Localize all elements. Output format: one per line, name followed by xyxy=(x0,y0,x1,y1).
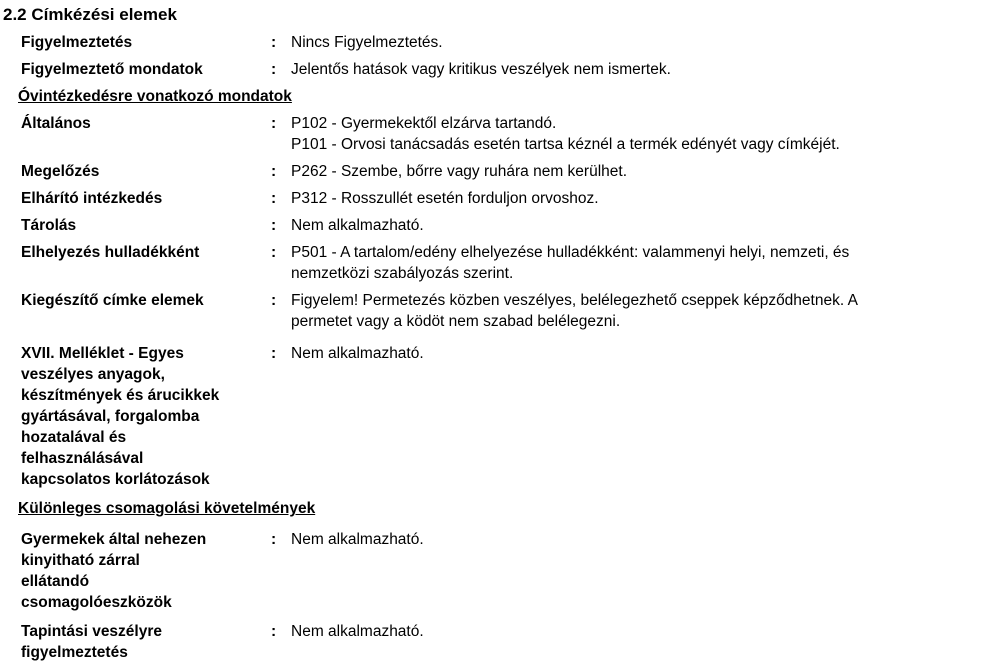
field-row xyxy=(21,161,990,182)
label-line: hozatalával és xyxy=(21,429,127,446)
label-line: veszélyes anyagok, xyxy=(21,366,165,383)
colon-separator: : xyxy=(271,163,277,180)
field-row xyxy=(21,32,990,53)
field-value xyxy=(291,188,981,209)
field-value xyxy=(291,32,981,53)
field-label xyxy=(21,188,271,209)
label-line: Figyelmeztetés xyxy=(21,34,133,51)
value-line: Nincs Figyelmeztetés. xyxy=(291,34,443,51)
value-line: P102 - Gyermekektől elzárva tartandó. xyxy=(291,115,557,132)
colon-separator: : xyxy=(271,34,277,51)
value-line: permetet vagy a ködöt nem szabad belélegezni. xyxy=(291,313,621,330)
colon-separator: : xyxy=(271,345,277,362)
label-line: csomagolóeszközök xyxy=(21,594,172,611)
label-line: Tárolás xyxy=(21,217,77,234)
label-line: Megelőzés xyxy=(21,163,100,180)
subsection-heading: Óvintézkedésre vonatkozó mondatok xyxy=(18,88,292,105)
colon-separator: : xyxy=(271,531,277,548)
field-row xyxy=(21,290,990,332)
label-line: Kiegészítő címke elemek xyxy=(21,292,204,309)
value-line: P312 - Rosszullét esetén forduljon orvoshoz. xyxy=(291,190,599,207)
field-label xyxy=(21,242,271,263)
label-line: gyártásával, forgalomba xyxy=(21,408,200,425)
field-value xyxy=(291,343,981,364)
value-line: Nem alkalmazható. xyxy=(291,623,424,640)
label-line: figyelmeztetés xyxy=(21,644,128,661)
label-line: Általános xyxy=(21,115,91,132)
field-label xyxy=(21,621,271,663)
colon-separator: : xyxy=(271,61,277,78)
field-label xyxy=(21,32,271,53)
field-label xyxy=(21,529,271,613)
label-line: Figyelmeztető mondatok xyxy=(21,61,203,78)
field-value xyxy=(291,529,981,550)
value-line: P262 - Szembe, bőrre vagy ruhára nem kerülhet. xyxy=(291,163,628,180)
field-value xyxy=(291,242,981,284)
field-row xyxy=(21,215,990,236)
label-line: Elhelyezés hulladékként xyxy=(21,244,200,261)
field-value xyxy=(291,59,981,80)
field-value xyxy=(291,215,981,236)
field-label xyxy=(21,215,271,236)
field-row xyxy=(21,242,990,284)
colon-separator: : xyxy=(271,217,277,234)
field-row xyxy=(21,621,990,663)
field-row xyxy=(21,113,990,155)
field-label xyxy=(21,59,271,80)
value-line: Nem alkalmazható. xyxy=(291,531,424,548)
field-value xyxy=(291,621,981,642)
label-line: Gyermekek által nehezen xyxy=(21,531,207,548)
labelling-rows xyxy=(3,32,990,663)
colon-separator: : xyxy=(271,115,277,132)
value-line: nemzetközi szabályozás szerint. xyxy=(291,265,514,282)
label-line: XVII. Melléklet - Egyes xyxy=(21,345,184,362)
value-line: Nem alkalmazható. xyxy=(291,345,424,362)
label-line: Tapintási veszélyre xyxy=(21,623,163,640)
label-line: ellátandó xyxy=(21,573,90,590)
label-line: Elhárító intézkedés xyxy=(21,190,163,207)
value-line: Jelentős hatások vagy kritikus veszélyek nem ismertek. xyxy=(291,61,671,78)
colon-separator: : xyxy=(271,244,277,261)
field-row xyxy=(21,529,990,613)
field-label xyxy=(21,113,271,134)
field-label xyxy=(21,343,271,490)
field-value xyxy=(291,161,981,182)
subsection-heading: Különleges csomagolási követelmények xyxy=(18,500,316,517)
value-line: Nem alkalmazható. xyxy=(291,217,424,234)
field-value xyxy=(291,113,981,155)
field-label xyxy=(21,161,271,182)
field-row xyxy=(21,59,990,80)
colon-separator: : xyxy=(271,190,277,207)
value-line: P501 - A tartalom/edény elhelyezése hulladékként: valammenyi helyi, nemzeti, és xyxy=(291,244,850,261)
value-line: Figyelem! Permetezés közben veszélyes, belélegezhető cseppek képződhetnek. A xyxy=(291,292,858,309)
label-line: felhasználásával xyxy=(21,450,144,467)
section-title: 2.2 Címkézési elemek xyxy=(3,5,177,24)
label-line: készítmények és árucikkek xyxy=(21,387,220,404)
label-line: kinyitható zárral xyxy=(21,552,140,569)
label-line: kapcsolatos korlátozások xyxy=(21,471,210,488)
colon-separator: : xyxy=(271,623,277,640)
field-value xyxy=(291,290,981,332)
field-row xyxy=(21,188,990,209)
field-row xyxy=(21,343,990,490)
colon-separator: : xyxy=(271,292,277,309)
value-line: P101 - Orvosi tanácsadás esetén tartsa kéznél a termék edényét vagy címkéjét. xyxy=(291,136,840,153)
field-label xyxy=(21,290,271,311)
